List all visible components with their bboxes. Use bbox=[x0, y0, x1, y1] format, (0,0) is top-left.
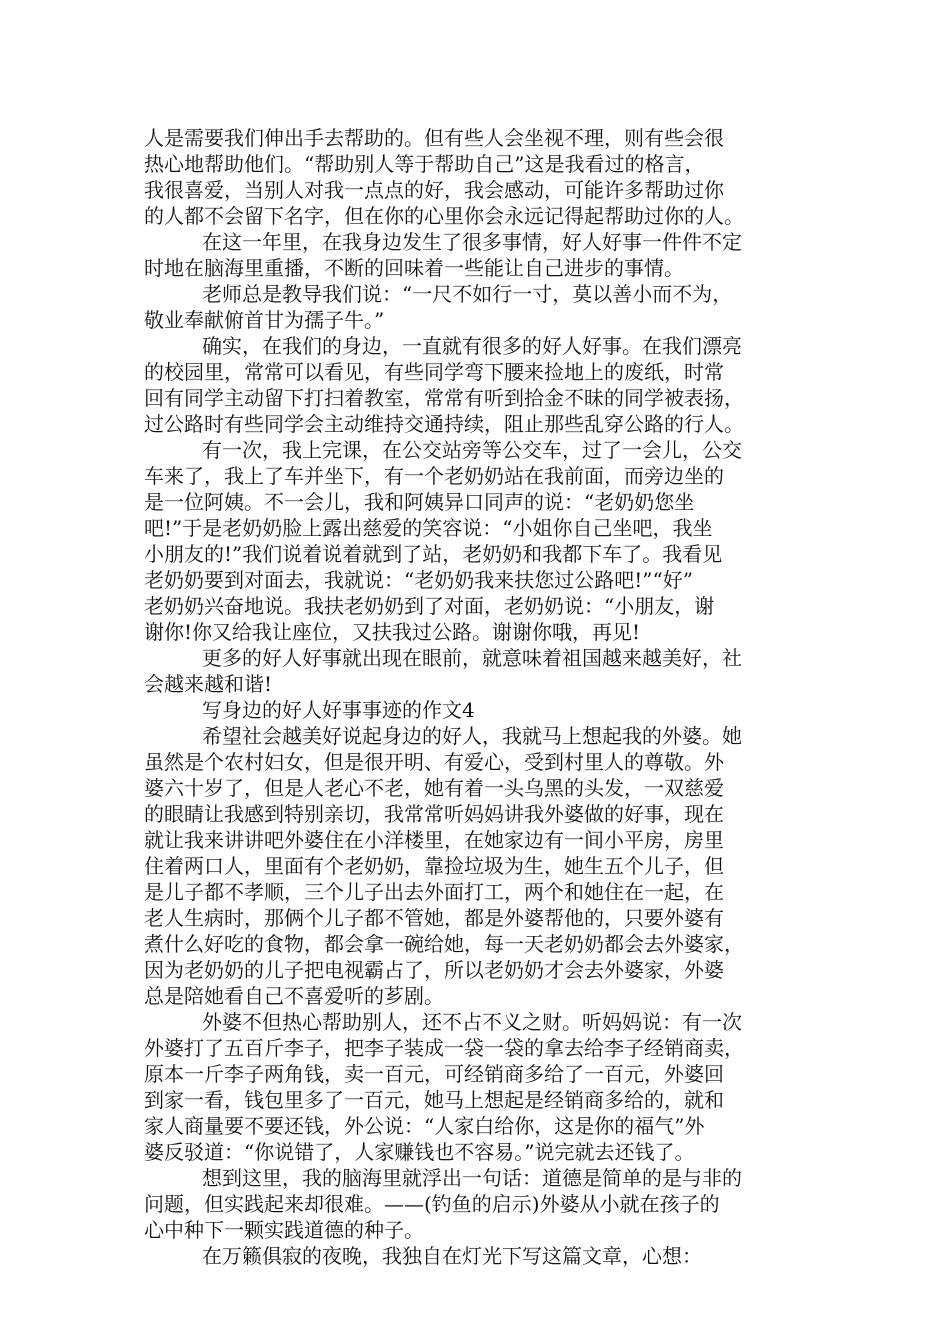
text-line: 的校园里，常常可以看见，有些同学弯下腰来捡地上的废纸，时常 bbox=[144, 360, 724, 384]
text-line: 原本一斤李子两角钱，卖一百元，可经销商多给了一百元，外婆回 bbox=[144, 1062, 724, 1086]
text-line: 婆六十岁了，但是人老心不老，她有着一头乌黑的头发，一双慈爱 bbox=[144, 776, 724, 800]
text-line: 在万籁俱寂的夜晚，我独自在灯光下写这篇文章，心想： bbox=[202, 1244, 702, 1268]
text-line: 想到这里，我的脑海里就浮出一句话：道德是简单的是与非的 bbox=[202, 1166, 742, 1190]
text-line: 我很喜爱，当别人对我一点点的好，我会感动，可能许多帮助过你 bbox=[144, 178, 724, 202]
text-line: 回有同学主动留下打扫着教室，常常有听到拾金不昧的同学被表扬， bbox=[144, 386, 744, 410]
text-line: 老奶奶要到对面去，我就说：“老奶奶我来扶您过公路吧!”“好” bbox=[144, 568, 693, 592]
text-line: 住着两口人，里面有个老奶奶，靠捡垃圾为生，她生五个儿子，但 bbox=[144, 854, 724, 878]
text-line: 人是需要我们伸出手去帮助的。但有些人会坐视不理，则有些会很 bbox=[144, 126, 724, 150]
text-line: 老师总是教导我们说：“一尺不如行一寸，莫以善小而不为， bbox=[202, 282, 733, 306]
text-line: 就让我来讲讲吧外婆住在小洋楼里，在她家边有一间小平房，房里 bbox=[144, 828, 724, 852]
text-line: 有一次，我上完课，在公交站旁等公交车，过了一会儿，公交 bbox=[202, 438, 742, 462]
text-line: 会越来越和谐! bbox=[144, 672, 273, 696]
text-line: 小朋友的!”我们说着说着就到了站，老奶奶和我都下车了。我看见 bbox=[144, 542, 723, 566]
text-line: 外婆不但热心帮助别人，还不占不义之财。听妈妈说：有一次 bbox=[202, 1010, 742, 1034]
text-line: 老人生病时，那俩个儿子都不管她，都是外婆帮他的，只要外婆有 bbox=[144, 906, 724, 930]
text-line: 因为老奶奶的儿子把电视霸占了，所以老奶奶才会去外婆家，外婆 bbox=[144, 958, 724, 982]
document-body bbox=[144, 125, 808, 1269]
text-line: 车来了，我上了车并坐下，有一个老奶奶站在我前面，而旁边坐的 bbox=[144, 464, 724, 488]
text-line: 热心地帮助他们。“帮助别人等于帮助自己”这是我看过的格言， bbox=[144, 152, 705, 176]
text-line: 婆反驳道：“你说错了，人家赚钱也不容易。”说完就去还钱了。 bbox=[144, 1140, 695, 1164]
text-line: 敬业奉献俯首甘为孺子牛。” bbox=[144, 308, 385, 332]
text-line: 外婆打了五百斤李子，把李子装成一袋一袋的拿去给李子经销商卖， bbox=[144, 1036, 744, 1060]
text-line: 更多的好人好事就出现在眼前，就意味着祖国越来越美好，社 bbox=[202, 646, 742, 670]
text-line: 时地在脑海里重播，不断的回味着一些能让自己进步的事情。 bbox=[144, 256, 684, 280]
text-line: 希望社会越美好说起身边的好人，我就马上想起我的外婆。她 bbox=[202, 724, 742, 748]
text-line: 在这一年里，在我身边发生了很多事情，好人好事一件件不定 bbox=[202, 230, 742, 254]
text-line: 总是陪她看自己不喜爱听的芗剧。 bbox=[144, 984, 444, 1008]
text-line: 过公路时有些同学会主动维持交通持续，阻止那些乱穿公路的行人。 bbox=[144, 412, 744, 436]
text-line: 心中种下一颗实践道德的种子。 bbox=[144, 1218, 424, 1242]
text-line: 问题，但实践起来却很难。——(钓鱼的启示)外婆从小就在孩子的 bbox=[144, 1192, 720, 1216]
text-line: 家人商量要不要还钱，外公说：“人家白给你，这是你的福气”外 bbox=[144, 1114, 705, 1138]
text-line: 老奶奶兴奋地说。我扶老奶奶到了对面，老奶奶说：“小朋友，谢 bbox=[144, 594, 715, 618]
text-line: 的眼睛让我感到特别亲切，我常常听妈妈讲我外婆做的好事，现在 bbox=[144, 802, 724, 826]
text-line: 写身边的好人好事事迹的作文4 bbox=[202, 698, 475, 722]
text-line: 确实，在我们的身边，一直就有很多的好人好事。在我们漂亮 bbox=[202, 334, 742, 358]
text-line: 到家一看，钱包里多了一百元，她马上想起是经销商多给的，就和 bbox=[144, 1088, 724, 1112]
text-line: 的人都不会留下名字，但在你的心里你会永远记得起帮助过你的人。 bbox=[144, 204, 744, 228]
text-line: 谢你!你又给我让座位，又扶我过公路。谢谢你哦，再见! bbox=[144, 620, 641, 644]
text-line: 是一位阿姨。不一会儿，我和阿姨异口同声的说：“老奶奶您坐 bbox=[144, 490, 695, 514]
text-line: 吧!”于是老奶奶脸上露出慈爱的笑容说：“小姐你自己坐吧，我坐 bbox=[144, 516, 713, 540]
text-line: 是儿子都不孝顺，三个儿子出去外面打工，两个和她住在一起，在 bbox=[144, 880, 724, 904]
text-line: 煮什么好吃的食物，都会拿一碗给她，每一天老奶奶都会去外婆家， bbox=[144, 932, 744, 956]
text-line: 虽然是个农村妇女，但是很开明、有爱心，受到村里人的尊敬。外 bbox=[144, 750, 724, 774]
